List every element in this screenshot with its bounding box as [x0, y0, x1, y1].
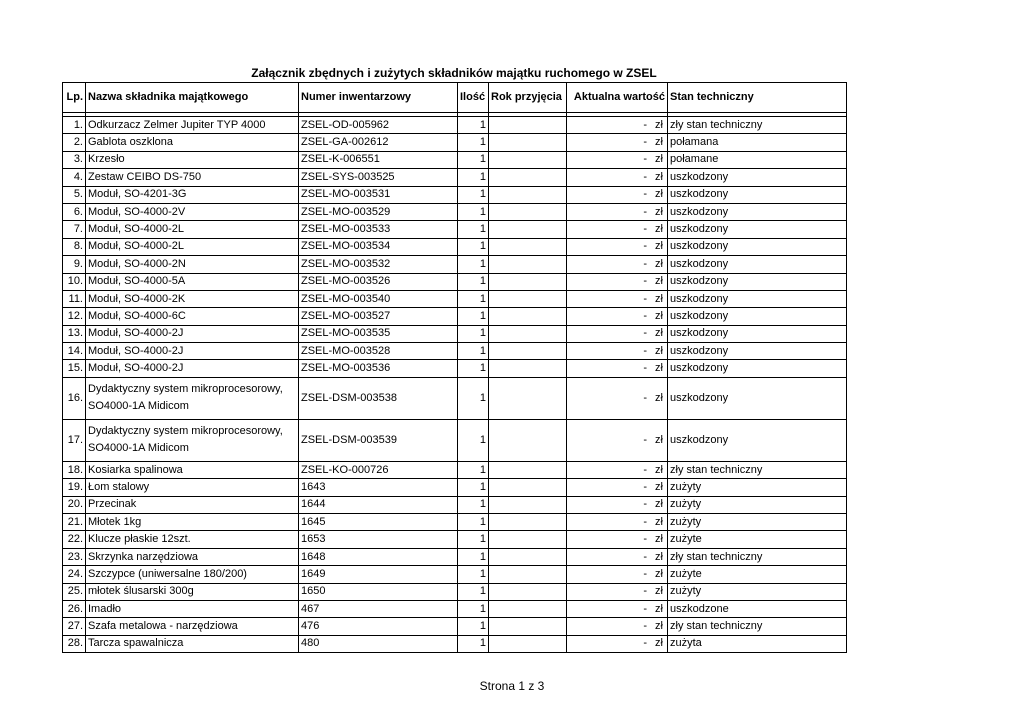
row-lp: 9. [63, 256, 86, 273]
row-value [567, 256, 668, 273]
row-quantity: 1 [458, 496, 489, 513]
row-value [567, 203, 668, 220]
row-value-amount: - [643, 498, 647, 511]
row-state: zły stan techniczny [668, 461, 847, 478]
row-year [489, 548, 567, 565]
row-name: Klucze płaskie 12szt. [86, 531, 299, 548]
table-row [63, 117, 847, 134]
row-value-currency: zł [655, 585, 663, 598]
table-row [63, 169, 847, 186]
row-lp: 25. [63, 583, 86, 600]
row-inventory-number: ZSEL-OD-005962 [299, 117, 458, 134]
table-row [63, 496, 847, 513]
row-value [567, 566, 668, 583]
row-year [489, 566, 567, 583]
row-value [567, 496, 668, 513]
row-quantity: 1 [458, 325, 489, 342]
row-inventory-number: ZSEL-MO-003540 [299, 290, 458, 307]
row-value [567, 308, 668, 325]
row-year [489, 273, 567, 290]
row-state: uszkodzony [668, 256, 847, 273]
row-value-amount: - [643, 223, 647, 236]
row-value [567, 600, 668, 617]
row-value [567, 151, 668, 168]
row-name: Moduł, SO-4000-5A [86, 273, 299, 290]
row-value-amount: - [643, 240, 647, 253]
row-inventory-number: ZSEL-MO-003535 [299, 325, 458, 342]
row-year [489, 169, 567, 186]
row-lp: 4. [63, 169, 86, 186]
row-inventory-number: 1643 [299, 479, 458, 496]
row-value-currency: zł [655, 170, 663, 183]
row-lp: 10. [63, 273, 86, 290]
row-value [567, 360, 668, 377]
table-row [63, 273, 847, 290]
row-value-currency: zł [655, 602, 663, 615]
row-year [489, 419, 567, 461]
table-row [63, 548, 847, 565]
row-lp: 7. [63, 221, 86, 238]
row-lp: 23. [63, 548, 86, 565]
row-name: Tarcza spawalnicza [86, 635, 299, 652]
row-inventory-number: 1648 [299, 548, 458, 565]
row-lp: 18. [63, 461, 86, 478]
row-lp: 2. [63, 134, 86, 151]
row-name: Moduł, SO-4000-2J [86, 343, 299, 360]
row-state: połamana [668, 134, 847, 151]
row-state: zużyty [668, 583, 847, 600]
row-value [567, 583, 668, 600]
row-year [489, 290, 567, 307]
row-value-amount: - [643, 170, 647, 183]
row-value-currency: zł [655, 498, 663, 511]
row-value-amount: - [643, 480, 647, 493]
row-value-amount: - [643, 205, 647, 218]
row-inventory-number: 467 [299, 600, 458, 617]
row-state: uszkodzony [668, 377, 847, 419]
row-name: Dydaktyczny system mikroprocesorowy, SO4000-1A Midicom [86, 419, 299, 461]
row-quantity: 1 [458, 635, 489, 652]
row-value [567, 461, 668, 478]
row-value [567, 479, 668, 496]
row-lp: 1. [63, 117, 86, 134]
row-value-currency: zł [655, 463, 663, 476]
row-lp: 8. [63, 238, 86, 255]
row-quantity: 1 [458, 169, 489, 186]
row-value [567, 377, 668, 419]
row-value-amount: - [643, 309, 647, 322]
row-quantity: 1 [458, 203, 489, 220]
row-year [489, 360, 567, 377]
row-value-amount: - [643, 275, 647, 288]
row-inventory-number: ZSEL-KO-000726 [299, 461, 458, 478]
row-quantity: 1 [458, 360, 489, 377]
row-state: uszkodzony [668, 186, 847, 203]
row-value-currency: zł [655, 118, 663, 131]
table-row [63, 134, 847, 151]
table-row [63, 221, 847, 238]
row-inventory-number: 1653 [299, 531, 458, 548]
row-name: Dydaktyczny system mikroprocesorowy, SO4000-1A Midicom [86, 377, 299, 419]
row-quantity: 1 [458, 377, 489, 419]
row-value [567, 273, 668, 290]
header-year: Rok przyjęcia [489, 83, 567, 113]
row-value-currency: zł [655, 240, 663, 253]
row-value [567, 221, 668, 238]
row-value-amount: - [643, 533, 647, 546]
row-quantity: 1 [458, 151, 489, 168]
row-lp: 17. [63, 419, 86, 461]
row-value-currency: zł [655, 188, 663, 201]
row-lp: 26. [63, 600, 86, 617]
table-row [63, 308, 847, 325]
row-lp: 19. [63, 479, 86, 496]
table-row [63, 479, 847, 496]
row-state: zużyty [668, 479, 847, 496]
table-row [63, 618, 847, 635]
table-row [63, 600, 847, 617]
row-inventory-number: 480 [299, 635, 458, 652]
table-row [63, 238, 847, 255]
row-value-currency: zł [655, 205, 663, 218]
row-name: Moduł, SO-4000-2J [86, 360, 299, 377]
row-inventory-number: 1645 [299, 514, 458, 531]
row-year [489, 325, 567, 342]
row-lp: 13. [63, 325, 86, 342]
row-value-amount: - [643, 344, 647, 357]
row-value [567, 635, 668, 652]
row-value-currency: zł [655, 292, 663, 305]
row-quantity: 1 [458, 479, 489, 496]
row-value [567, 117, 668, 134]
row-name: Moduł, SO-4000-2K [86, 290, 299, 307]
row-quantity: 1 [458, 308, 489, 325]
table-row [63, 531, 847, 548]
row-quantity: 1 [458, 290, 489, 307]
row-lp: 16. [63, 377, 86, 419]
row-inventory-number: ZSEL-MO-003531 [299, 186, 458, 203]
row-quantity: 1 [458, 566, 489, 583]
row-quantity: 1 [458, 134, 489, 151]
row-inventory-number: ZSEL-MO-003528 [299, 343, 458, 360]
row-value-currency: zł [655, 153, 663, 166]
row-year [489, 343, 567, 360]
row-inventory-number: ZSEL-K-006551 [299, 151, 458, 168]
row-name: Szafa metalowa - narzędziowa [86, 618, 299, 635]
row-name: Moduł, SO-4000-2N [86, 256, 299, 273]
row-state: zły stan techniczny [668, 548, 847, 565]
table-row [63, 583, 847, 600]
row-value-amount: - [643, 433, 647, 446]
document-title: Załącznik zbędnych i zużytych składników majątku ruchomego w ZSEL [251, 66, 657, 80]
table-header [63, 83, 847, 113]
row-value [567, 186, 668, 203]
row-value-currency: zł [655, 480, 663, 493]
row-state: zużyty [668, 496, 847, 513]
row-lp: 5. [63, 186, 86, 203]
row-lp: 28. [63, 635, 86, 652]
row-year [489, 221, 567, 238]
row-value-currency: zł [655, 567, 663, 580]
row-year [489, 479, 567, 496]
table-row [63, 514, 847, 531]
row-name: Krzesło [86, 151, 299, 168]
row-quantity: 1 [458, 419, 489, 461]
row-inventory-number: ZSEL-MO-003534 [299, 238, 458, 255]
row-year [489, 256, 567, 273]
row-quantity: 1 [458, 461, 489, 478]
row-value [567, 238, 668, 255]
row-state: uszkodzony [668, 203, 847, 220]
table-row [63, 419, 847, 461]
row-value-amount: - [643, 637, 647, 650]
row-inventory-number: ZSEL-MO-003533 [299, 221, 458, 238]
row-value-currency: zł [655, 620, 663, 633]
table-row [63, 290, 847, 307]
row-value-currency: zł [655, 344, 663, 357]
row-value-amount: - [643, 327, 647, 340]
row-value-amount: - [643, 118, 647, 131]
row-state: zużyte [668, 531, 847, 548]
table-row [63, 377, 847, 419]
row-quantity: 1 [458, 531, 489, 548]
row-state: uszkodzone [668, 600, 847, 617]
row-name: Odkurzacz Zelmer Jupiter TYP 4000 [86, 117, 299, 134]
row-value-amount: - [643, 153, 647, 166]
row-inventory-number: 1649 [299, 566, 458, 583]
row-quantity: 1 [458, 343, 489, 360]
row-value [567, 325, 668, 342]
row-value [567, 419, 668, 461]
row-value [567, 548, 668, 565]
row-value-amount: - [643, 188, 647, 201]
row-lp: 11. [63, 290, 86, 307]
row-state: zły stan techniczny [668, 117, 847, 134]
header-name: Nazwa składnika majątkowego [86, 83, 299, 113]
row-state: uszkodzony [668, 169, 847, 186]
row-value-amount: - [643, 567, 647, 580]
row-state: uszkodzony [668, 273, 847, 290]
row-quantity: 1 [458, 238, 489, 255]
row-value-currency: zł [655, 136, 663, 149]
row-lp: 15. [63, 360, 86, 377]
row-lp: 12. [63, 308, 86, 325]
row-name: Skrzynka narzędziowa [86, 548, 299, 565]
row-value-amount: - [643, 515, 647, 528]
header-state: Stan techniczny [668, 83, 847, 113]
row-name: Moduł, SO-4201-3G [86, 186, 299, 203]
row-value-amount: - [643, 362, 647, 375]
row-state: uszkodzony [668, 238, 847, 255]
row-value-amount: - [643, 136, 647, 149]
row-quantity: 1 [458, 186, 489, 203]
row-name: Przecinak [86, 496, 299, 513]
row-state: zużyta [668, 635, 847, 652]
row-lp: 21. [63, 514, 86, 531]
row-value-currency: zł [655, 362, 663, 375]
row-year [489, 461, 567, 478]
row-value-amount: - [643, 602, 647, 615]
row-value-currency: zł [655, 637, 663, 650]
row-year [489, 600, 567, 617]
row-quantity: 1 [458, 514, 489, 531]
row-value-currency: zł [655, 309, 663, 322]
row-state: uszkodzony [668, 290, 847, 307]
row-value-currency: zł [655, 550, 663, 563]
table-row [63, 256, 847, 273]
asset-table [62, 82, 847, 653]
row-value-currency: zł [655, 257, 663, 270]
row-state: uszkodzony [668, 308, 847, 325]
row-year [489, 134, 567, 151]
row-value [567, 514, 668, 531]
row-year [489, 583, 567, 600]
row-value [567, 290, 668, 307]
row-inventory-number: 1650 [299, 583, 458, 600]
row-name: Imadło [86, 600, 299, 617]
row-value-amount: - [643, 550, 647, 563]
row-year [489, 531, 567, 548]
table-row [63, 325, 847, 342]
row-year [489, 117, 567, 134]
row-quantity: 1 [458, 618, 489, 635]
row-year [489, 238, 567, 255]
table-row [63, 566, 847, 583]
row-state: uszkodzony [668, 221, 847, 238]
row-year [489, 514, 567, 531]
header-lp: Lp. [63, 83, 86, 113]
row-year [489, 186, 567, 203]
row-lp: 6. [63, 203, 86, 220]
row-inventory-number: ZSEL-MO-003532 [299, 256, 458, 273]
row-value-amount: - [643, 620, 647, 633]
row-state: uszkodzony [668, 343, 847, 360]
row-lp: 3. [63, 151, 86, 168]
row-inventory-number: ZSEL-MO-003527 [299, 308, 458, 325]
row-value-currency: zł [655, 391, 663, 404]
row-inventory-number: ZSEL-SYS-003525 [299, 169, 458, 186]
row-inventory-number: ZSEL-MO-003529 [299, 203, 458, 220]
row-name: Moduł, SO-4000-2L [86, 238, 299, 255]
row-name: Moduł, SO-4000-6C [86, 308, 299, 325]
row-year [489, 203, 567, 220]
row-lp: 24. [63, 566, 86, 583]
row-name: Szczypce (uniwersalne 180/200) [86, 566, 299, 583]
row-inventory-number: 1644 [299, 496, 458, 513]
row-lp: 14. [63, 343, 86, 360]
row-value-currency: zł [655, 433, 663, 446]
header-quantity: Ilość [458, 83, 489, 113]
table-row [63, 461, 847, 478]
table-row [63, 203, 847, 220]
row-year [489, 308, 567, 325]
row-value-currency: zł [655, 223, 663, 236]
table-row [63, 343, 847, 360]
row-inventory-number: ZSEL-MO-003526 [299, 273, 458, 290]
table-row [63, 151, 847, 168]
row-name: Zestaw CEIBO DS-750 [86, 169, 299, 186]
row-name: młotek ślusarski 300g [86, 583, 299, 600]
row-inventory-number: ZSEL-MO-003536 [299, 360, 458, 377]
row-lp: 22. [63, 531, 86, 548]
row-value-currency: zł [655, 515, 663, 528]
row-state: uszkodzony [668, 419, 847, 461]
row-state: zły stan techniczny [668, 618, 847, 635]
row-state: połamane [668, 151, 847, 168]
row-name: Moduł, SO-4000-2L [86, 221, 299, 238]
row-value-amount: - [643, 463, 647, 476]
row-quantity: 1 [458, 548, 489, 565]
row-value-amount: - [643, 292, 647, 305]
row-value-amount: - [643, 585, 647, 598]
page-number: Strona 1 z 3 [479, 679, 545, 693]
table-body [63, 113, 847, 653]
row-value-amount: - [643, 257, 647, 270]
table-row [63, 186, 847, 203]
row-name: Kosiarka spalinowa [86, 461, 299, 478]
row-inventory-number: ZSEL-GA-002612 [299, 134, 458, 151]
row-quantity: 1 [458, 273, 489, 290]
row-name: Łom stalowy [86, 479, 299, 496]
header-inventory-number: Numer inwentarzowy [299, 83, 458, 113]
row-inventory-number: ZSEL-DSM-003538 [299, 377, 458, 419]
row-quantity: 1 [458, 221, 489, 238]
row-quantity: 1 [458, 117, 489, 134]
row-name: Moduł, SO-4000-2V [86, 203, 299, 220]
row-value [567, 618, 668, 635]
row-value-currency: zł [655, 275, 663, 288]
row-state: zużyte [668, 566, 847, 583]
row-state: uszkodzony [668, 360, 847, 377]
row-value-currency: zł [655, 327, 663, 340]
row-value [567, 343, 668, 360]
row-year [489, 496, 567, 513]
row-inventory-number: 476 [299, 618, 458, 635]
row-quantity: 1 [458, 600, 489, 617]
row-value [567, 531, 668, 548]
row-year [489, 377, 567, 419]
row-state: zużyty [668, 514, 847, 531]
row-name: Gablota oszklona [86, 134, 299, 151]
row-lp: 27. [63, 618, 86, 635]
row-value-amount: - [643, 391, 647, 404]
row-year [489, 151, 567, 168]
row-quantity: 1 [458, 583, 489, 600]
row-year [489, 618, 567, 635]
row-quantity: 1 [458, 256, 489, 273]
row-value [567, 134, 668, 151]
row-name: Młotek 1kg [86, 514, 299, 531]
header-value: Aktualna wartość [567, 83, 668, 113]
row-value-currency: zł [655, 533, 663, 546]
row-value [567, 169, 668, 186]
table-row [63, 635, 847, 652]
row-lp: 20. [63, 496, 86, 513]
row-name: Moduł, SO-4000-2J [86, 325, 299, 342]
row-inventory-number: ZSEL-DSM-003539 [299, 419, 458, 461]
row-state: uszkodzony [668, 325, 847, 342]
table-row [63, 360, 847, 377]
row-year [489, 635, 567, 652]
